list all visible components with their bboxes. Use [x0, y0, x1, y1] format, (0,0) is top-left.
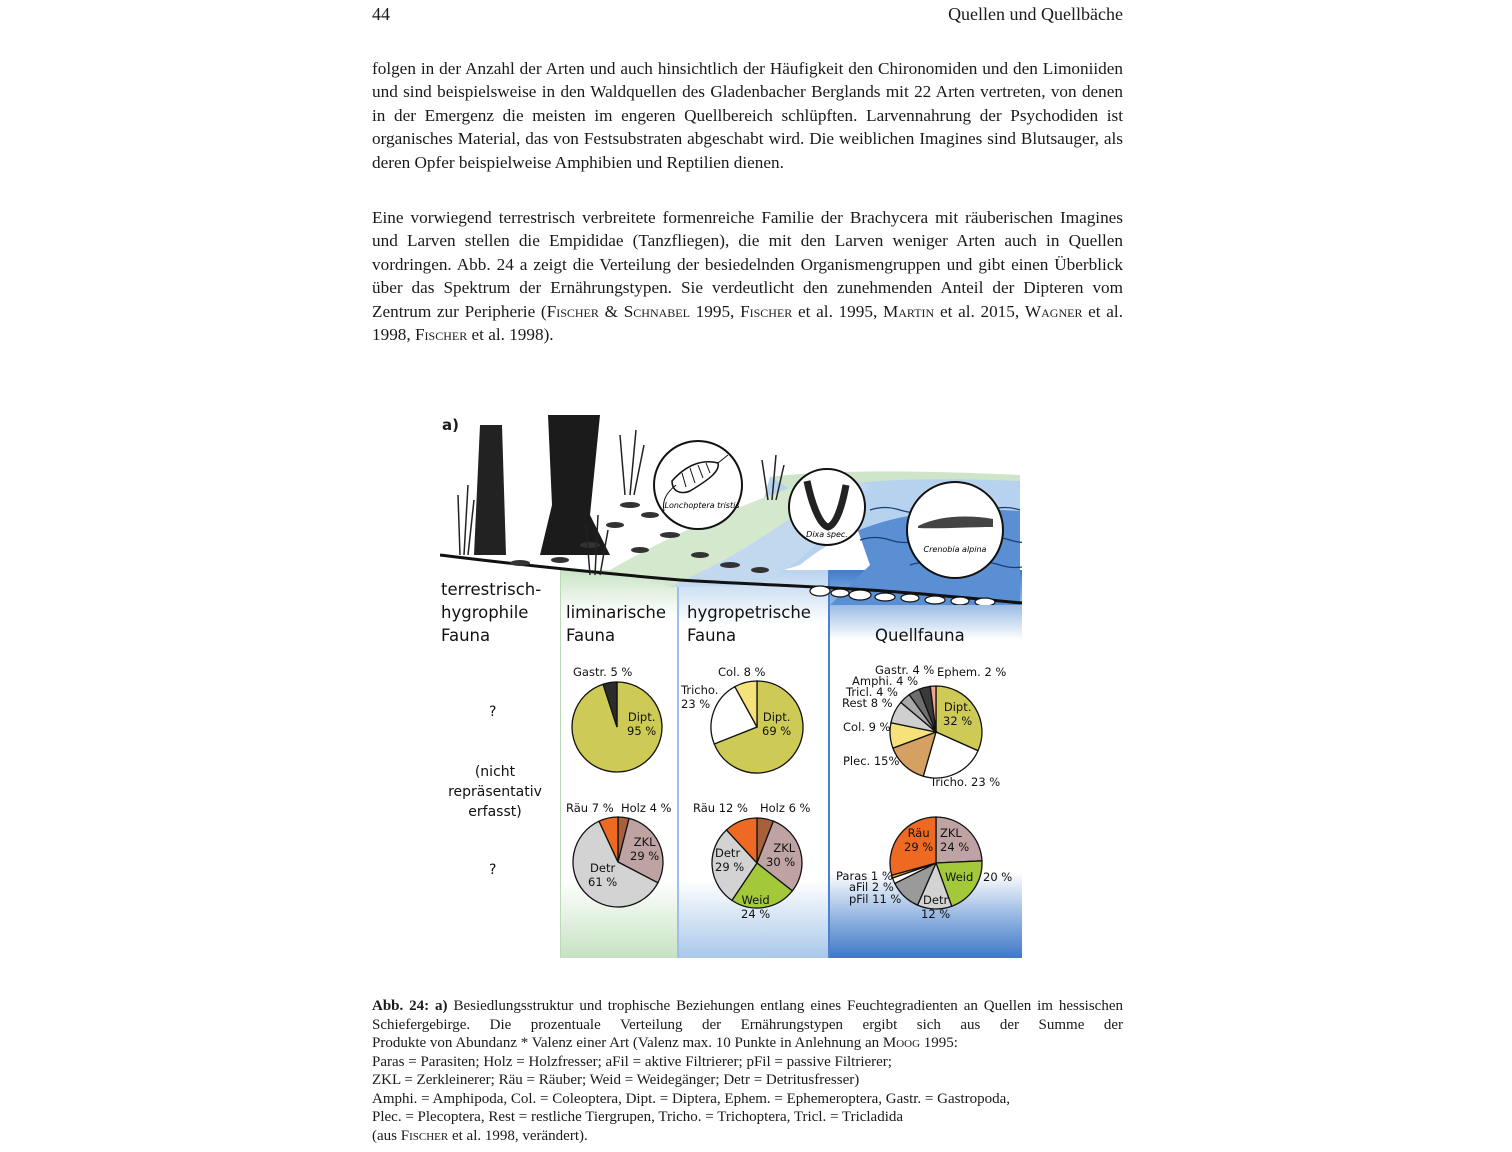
- label-dipt: [943, 700, 972, 728]
- heading-line: Fauna: [566, 626, 616, 645]
- label-line: 24 %: [940, 840, 970, 854]
- note-line: (nicht: [474, 764, 516, 780]
- label-afil: aFil 2 %: [849, 880, 894, 894]
- heading-line: liminarische: [566, 603, 667, 622]
- label-line: Detr: [590, 861, 616, 875]
- label-pfil: pFil 11 %: [849, 892, 902, 906]
- label-zkl: [766, 841, 795, 869]
- label-plec: Plec. 15%: [843, 754, 900, 768]
- citation-author: Fischer: [400, 1127, 449, 1144]
- label-weid-pct: 20 %: [983, 870, 1013, 884]
- label-tricl: Tricl. 4 %: [846, 685, 898, 699]
- label-dipt: [762, 710, 791, 738]
- species-label-dixa: Dixa spec.: [806, 530, 848, 539]
- heading-line: Fauna: [687, 626, 737, 645]
- caption-text: (aus: [372, 1127, 401, 1144]
- label-line: Dipt.: [627, 710, 656, 724]
- heading-line: hygrophile: [441, 603, 529, 622]
- label-col: Col. 8 %: [718, 665, 766, 679]
- citation-author: Fischer: [414, 325, 468, 345]
- label-line: 29 %: [715, 860, 745, 874]
- label-rau: [904, 826, 933, 854]
- text-run: 1995,: [689, 301, 741, 321]
- text-run: et al. 1995,: [792, 301, 883, 321]
- citation-author: Wagner: [1024, 301, 1083, 321]
- page-number: 44: [372, 4, 390, 24]
- label-tricho: [681, 683, 718, 711]
- caption-line: Paras = Parasiten; Holz = Holzfresser; aFil = aktive Filtrierer; pFil = passive Filtrierer;: [372, 1053, 892, 1070]
- label-line: Weid: [741, 893, 770, 907]
- figure-panel-label: a): [442, 416, 459, 434]
- label-zkl: [630, 835, 659, 863]
- label-rest: Rest 8 %: [842, 696, 893, 710]
- caption-lead: Abb. 24:: [372, 998, 430, 1014]
- label-line: 30 %: [766, 855, 796, 869]
- note-line: erfasst): [468, 804, 522, 820]
- label-line: 23 %: [681, 697, 711, 711]
- citation-author: Moog: [882, 1035, 921, 1051]
- heading-line: Quellfauna: [875, 626, 965, 645]
- label-line: 12 %: [921, 907, 951, 921]
- label-ephem: Ephem. 2 %: [937, 665, 1007, 679]
- label-line: Detr: [715, 846, 741, 860]
- body-paragraph-1: folgen in der Anzahl der Arten und auch hinsichtlich der Häufigkeit den Chironomiden und den Limoniiden und sind beispielsweise in den Waldquellen des Gladenbacher Berglands mit 22 Arten vertreten, von denen in der Emergenz die meisten im engeren Quellbereich schlüpften. Larvennahrung der Psychodiden ist organisches Material, das von Festsubstraten abgeschabt wird. Die weiblichen Imagines sind Blutsauger, als deren Opfer beispielweise Amphibien und Reptilien dienen.: [372, 59, 1123, 172]
- caption-line: [372, 1034, 1123, 1053]
- unknown-marker-bottom: ?: [489, 862, 497, 878]
- label-weid: [741, 893, 770, 921]
- caption-line: [372, 1127, 1123, 1146]
- label-detr: [715, 846, 744, 874]
- text-run: et al. 1998,: [372, 301, 1124, 345]
- caption-intro: [372, 997, 1123, 1034]
- label-holz: Holz 6 %: [760, 801, 811, 815]
- citation-author: Fischer: [546, 301, 599, 321]
- label-zkl: [940, 826, 969, 854]
- label-detr: [588, 861, 617, 889]
- label-line: 32 %: [943, 714, 973, 728]
- label-line: 24 %: [741, 907, 771, 921]
- heading-line: hygropetrische: [687, 603, 811, 622]
- citation-author: Martin: [882, 301, 935, 321]
- text-run: Eine vorwiegend terrestrisch verbreitete formenreiche Familie der Brachycera mit räuberischen Imagines und Larven stellen die Empididae (Tanzfliegen), die mit den Larven weniger Arten auch in Quellen vordringen. Abb. 24 a zeigt die Verteilung der besiedelnden Organismengruppen und gibt einen Überblick über das Spektrum der Ernährungstypen. Sie verdeutlicht den zunehmenden Anteil der Dipteren vom Zentrum zur Peripherie (: [372, 208, 1123, 321]
- caption-line: ZKL = Zerkleinerer; Räu = Räuber; Weid = Weidegänger; Detr = Detritusfresser): [372, 1072, 860, 1088]
- label-line: Dipt.: [943, 700, 972, 714]
- label-line: 29 %: [630, 849, 660, 863]
- label-line: ZKL: [633, 835, 656, 849]
- label-col: Col. 9 %: [843, 720, 891, 734]
- caption-panel: a): [435, 998, 448, 1014]
- label-gastr: Gastr. 4 %: [875, 663, 935, 677]
- caption-line: Plec. = Plecoptera, Rest = restliche Tiergrupen, Tricho. = Trichoptera, Tricl. = Tricladida: [372, 1109, 904, 1125]
- label-gastr: Gastr. 5 %: [573, 665, 633, 679]
- label-line: 29 %: [904, 840, 934, 854]
- label-weid: Weid: [945, 870, 974, 884]
- label-tricho: Tricho. 23 %: [930, 775, 1001, 789]
- figure-caption: [372, 997, 1123, 1145]
- label-line: Dipt.: [762, 710, 791, 724]
- label-line: Räu: [907, 826, 930, 840]
- text-run: &: [598, 301, 624, 321]
- label-line: ZKL: [940, 826, 962, 840]
- citation-author: Schnabel: [623, 301, 690, 321]
- label-line: Tricho.: [681, 683, 719, 697]
- species-label-lonchoptera: Lonchoptera tristis: [664, 501, 740, 510]
- label-holz: Holz 4 %: [621, 801, 672, 815]
- citation-author: Fischer: [740, 301, 793, 321]
- heading-line: terrestrisch-: [441, 580, 542, 599]
- label-dipt: [627, 710, 656, 738]
- caption-text: Produkte von Abundanz * Valenz einer Art (Valenz max. 10 Punkte in Anlehnung an: [372, 1035, 883, 1051]
- label-rau: Räu 7 %: [566, 801, 614, 815]
- caption-line: Amphi. = Amphipoda, Col. = Coleoptera, Dipt. = Diptera, Ephem. = Ephemeroptera, Gastr. = Gastropoda,: [372, 1090, 1011, 1107]
- label-rau: Räu 12 %: [693, 801, 748, 815]
- label-line: 61 %: [588, 875, 618, 889]
- label-detr: [921, 893, 950, 921]
- label-line: 69 %: [762, 724, 792, 738]
- label-line: 95 %: [627, 724, 657, 738]
- caption-text: 1995:: [920, 1035, 958, 1051]
- unknown-marker-top: ?: [489, 704, 497, 720]
- label-line: ZKL: [773, 841, 796, 855]
- text-run: et al. 1998).: [467, 325, 554, 345]
- label-amphi: Amphi. 4 %: [852, 674, 919, 688]
- text-run: et al. 2015,: [934, 301, 1025, 321]
- running-head: Quellen und Quellbäche: [948, 4, 1123, 24]
- caption-text: et al. 1998, verändert).: [448, 1127, 588, 1144]
- note-line: repräsentativ: [448, 784, 542, 800]
- label-paras: Paras 1 %: [836, 869, 893, 883]
- label-line: Detr: [923, 893, 949, 907]
- caption-text: Besiedlungsstruktur und trophische Beziehungen entlang eines Feuchtegradienten an Quellen im hessischen Schiefergebirge. Die prozentuale Verteilung der Ernährungstypen ergibt sich aus der Summe der: [372, 998, 1123, 1033]
- heading-line: Fauna: [441, 626, 491, 645]
- species-label-crenobia: Crenobia alpina: [923, 545, 987, 554]
